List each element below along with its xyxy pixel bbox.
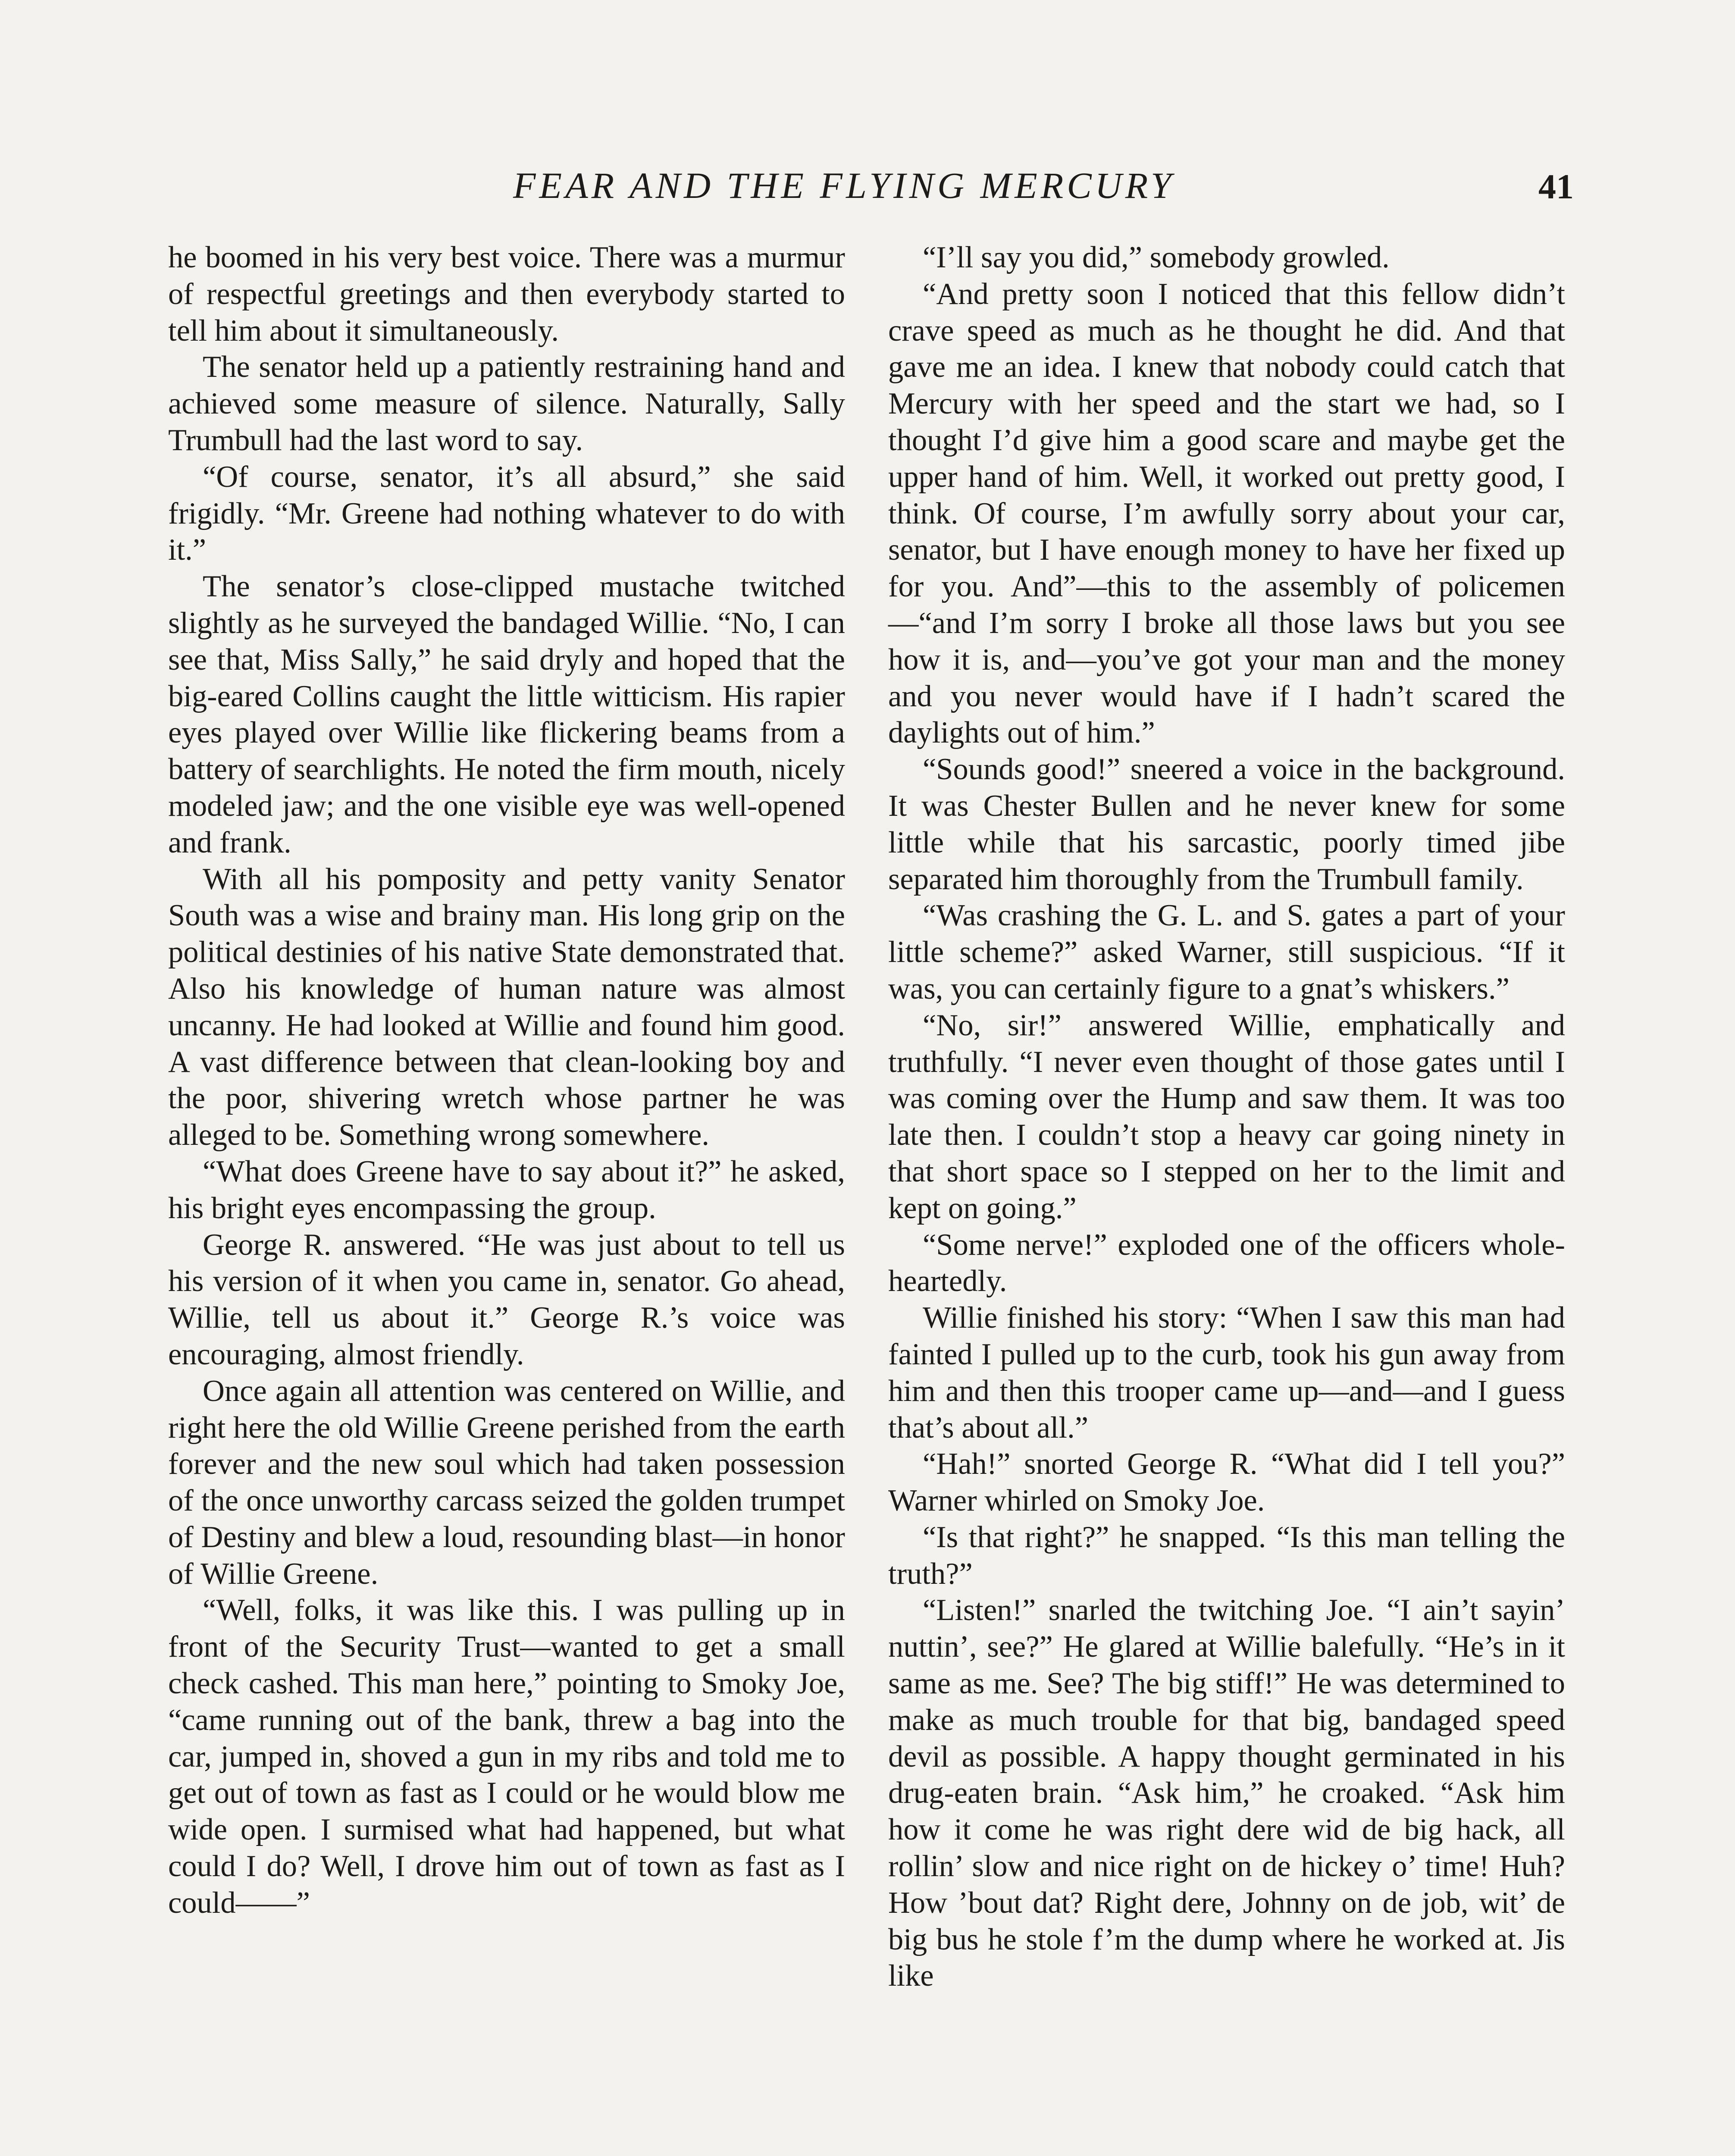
page-header — [168, 164, 1574, 220]
paragraph: George R. answered. “He was just about to tell us his version of it when you came in, senator. Go ahead, Willie, tell us about it.” George R.’s voice was encouraging, almost friendly. — [168, 1228, 845, 1371]
page-number: 41 — [1538, 167, 1574, 206]
paragraph: “Is that right?” he snapped. “Is this man telling the truth?” — [888, 1520, 1565, 1591]
left-column — [168, 239, 845, 1921]
paragraph: The senator held up a patiently restraining hand and achieved some measure of silence. Naturally, Sally Trumbull had the last word to say. — [168, 350, 845, 457]
paragraph: “What does Greene have to say about it?” he asked, his bright eyes encompassing the group. — [168, 1154, 845, 1225]
paragraph: Once again all attention was centered on Willie, and right here the old Willie Greene perished from the earth forever and the new soul which had taken possession of the once unworthy carcass seized the golden trumpet of Destiny and blew a loud, resounding blast—in honor of Willie Greene. — [168, 1374, 845, 1591]
paragraph: “Well, folks, it was like this. I was pulling up in front of the Security Trust—wanted to get a small check cashed. This man here,” pointing to Smoky Joe, “came running out of the bank, threw a bag into the car, jumped in, shoved a gun in my ribs and told me to get out of town as fast as I could or he would blow me wide open. I surmised what had happened, but what could I do? Well, I drove him out of town as fast as I could——” — [168, 1593, 845, 1920]
paragraph: “Of course, senator, it’s all absurd,” she said frigidly. “Mr. Greene had nothing whatever to do with it.” — [168, 460, 845, 567]
paragraph: Willie finished his story: “When I saw this man had fainted I pulled up to the curb, took his gun away from him and then this trooper came up—and—and I guess that’s about all.” — [888, 1301, 1565, 1445]
paragraph: “No, sir!” answered Willie, emphatically and truthfully. “I never even thought of those gates until I was coming over the Hump and saw them. It was too late then. I couldn’t stop a heavy car going ninety in that short space so I stepped on her to the limit and kept on going.” — [888, 1008, 1565, 1225]
paragraph: “Was crashing the G. L. and S. gates a part of your little scheme?” asked Warner, still suspicious. “If it was, you can certainly figure to a gnat’s whiskers.” — [888, 899, 1565, 1006]
paragraph: With all his pomposity and petty vanity Senator South was a wise and brainy man. His long grip on the political destinies of his native State demonstrated that. Also his knowledge of human nature was almost uncanny. He had looked at Willie and found him good. A vast difference between that clean-looking boy and the poor, shivering wretch whose partner he was alleged to be. Something wrong somewhere. — [168, 862, 845, 1152]
paragraph: “Listen!” snarled the twitching Joe. “I ain’t sayin’ nuttin’, see?” He glared at Willie balefully. “He’s in it same as me. See? The big stiff!” He was determined to make as much trouble for that big, bandaged speed devil as possible. A happy thought germinated in his drug-eaten brain. “Ask him,” he croaked. “Ask him how it come he was right dere wid de big hack, all rollin’ slow and nice right on de hickey o’ time! Huh? How ’bout dat? Right dere, Johnny on de job, wit’ de big bus he stole f’m the dump where he worked at. Jis like — [888, 1593, 1565, 1993]
paragraph: “Hah!” snorted George R. “What did I tell you?” Warner whirled on Smoky Joe. — [888, 1447, 1565, 1518]
right-column — [888, 239, 1565, 1994]
paragraph: “Sounds good!” sneered a voice in the background. It was Chester Bullen and he never knew for some little while that his sarcastic, poorly timed jibe separated him thoroughly from the Trumbull family. — [888, 752, 1565, 896]
running-title: FEAR AND THE FLYING MERCURY — [513, 165, 1175, 206]
paragraph: “Some nerve!” exploded one of the officers whole-heartedly. — [888, 1228, 1565, 1298]
paragraph: “I’ll say you did,” somebody growled. — [923, 241, 1390, 274]
paragraph: “And pretty soon I noticed that this fellow didn’t crave speed as much as he thought he did. And that gave me an idea. I knew that nobody could catch that Mercury with her speed and the start we had, so I thought I’d give him a good scare and maybe get the upper hand of him. Well, it worked out pretty good, I think. Of course, I’m awfully sorry about your car, senator, but I have enough money to have her fixed up for you. And”—this to the assembly of policemen—“and I’m sorry I broke all those laws but you see how it is, and—you’ve got your man and the money and you never would have if I hadn’t scared the daylights out of him.” — [888, 277, 1565, 750]
paragraph: The senator’s close-clipped mustache twitched slightly as he surveyed the bandaged Willie. “No, I can see that, Miss Sally,” he said dryly and hoped that the big-eared Collins caught the little witticism. His rapier eyes played over Willie like flickering beams from a battery of searchlights. He noted the firm mouth, nicely modeled jaw; and the one visible eye was well-opened and frank. — [168, 570, 845, 859]
paragraph: he boomed in his very best voice. There was a murmur of respectful greetings and then everybody started to tell him about it simultaneously. — [168, 241, 845, 348]
